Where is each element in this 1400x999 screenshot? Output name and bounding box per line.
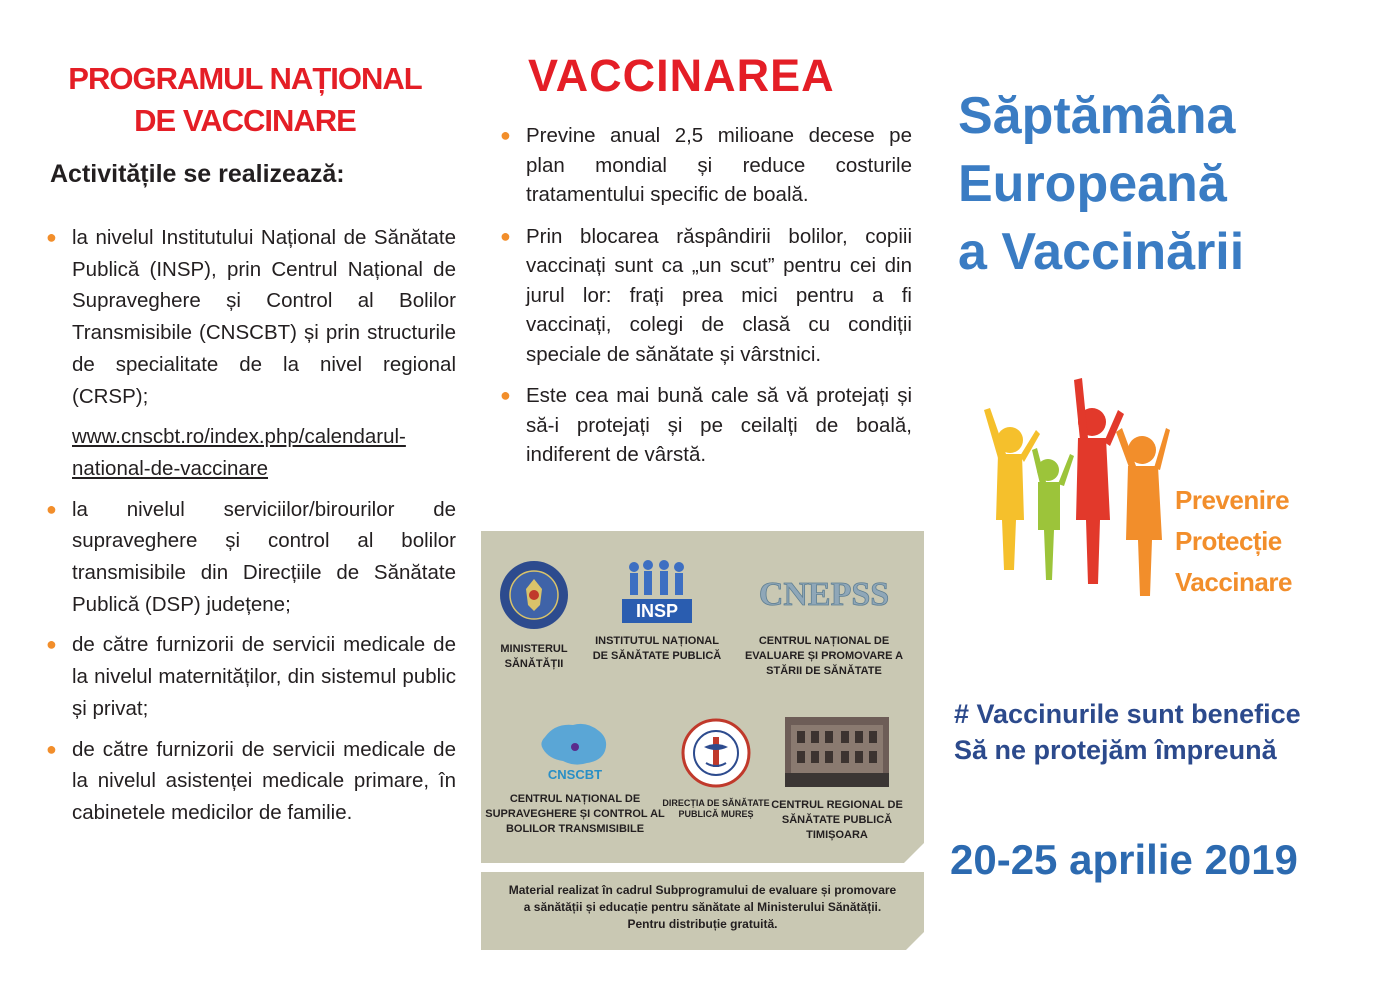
material-note-box <box>481 872 924 950</box>
logo-caption: BOLILOR TRANSMISIBILE <box>505 823 645 835</box>
ministry-logo-block <box>489 559 579 672</box>
cnscbt-mark: CNSCBT <box>547 767 603 782</box>
box-corner-cut <box>906 932 924 950</box>
logo-caption: CENTRUL NAȚIONAL DE <box>758 635 890 647</box>
event-dates: 20-25 aprilie 2019 <box>950 836 1298 883</box>
hashtag-block <box>954 696 1301 768</box>
list-item-text: de către furnizorii de servicii medicale de la nivelul maternităților, din sistemul public și privat; <box>72 633 456 720</box>
logo-caption: CENTRUL REGIONAL DE <box>771 799 903 811</box>
calendar-link[interactable]: www.cnscbt.ro/index.php/calendarul-national-de-vaccinare <box>72 425 406 480</box>
cnepss-logo-block <box>743 559 905 679</box>
european-week-title <box>958 82 1244 286</box>
program-title <box>30 58 460 142</box>
insp-logo-block <box>589 559 725 664</box>
child-green-icon <box>1032 448 1074 580</box>
logo-caption: DE SĂNĂTATE PUBLICĂ <box>592 650 722 662</box>
child-red-icon <box>1074 378 1124 584</box>
bullet-icon: ● <box>46 227 57 247</box>
cnepss-logo-icon <box>758 559 890 623</box>
slogan-vaccination: Vaccinare <box>1175 567 1292 597</box>
material-note-line: a sănătății și educație pentru sănătate al Ministerului Sănătății. <box>523 900 882 914</box>
jumping-children-illustration <box>970 370 1170 600</box>
child-orange-icon <box>1116 428 1170 596</box>
week-title-line2: Europeană <box>958 155 1227 213</box>
crsp-timisoara-logo-block <box>763 717 911 843</box>
cnepss-mark: CNEPSS <box>758 576 890 613</box>
logo-caption: CENTRUL NAȚIONAL DE <box>509 793 641 805</box>
activities-heading: Activitățile se realizează: <box>50 160 345 188</box>
program-title-line1: PROGRAMUL NAȚIONAL <box>68 61 422 96</box>
dsp-mures-logo-block <box>651 717 781 820</box>
logo-caption: TIMIȘOARA <box>806 829 868 841</box>
insp-logo-icon <box>622 559 692 623</box>
list-item-text: la nivelul serviciilor/birourilor de supraveghere și control al bolilor transmisibile din Direcțiile de Sănătate Publică (DSP) județene; <box>72 497 456 616</box>
slogan-block <box>1175 480 1292 603</box>
list-item-text: la nivelul Institutului Național de Sănătate Publică (INSP), prin Centrul Național de Supraveghere și Control al Bolilor Transmisibile (CNSCBT) și prin structurile de specialitate de la nivel regional (CRSP); <box>72 226 456 408</box>
logo-caption: INSTITUTUL NAȚIONAL <box>595 635 719 647</box>
dsp-mures-seal-icon <box>680 717 752 789</box>
list-item <box>500 381 912 470</box>
bullet-icon: ● <box>46 634 57 655</box>
government-seal-icon <box>498 559 570 631</box>
slogan-protection: Protecție <box>1175 526 1282 556</box>
list-item <box>46 222 456 412</box>
vaccination-benefits-list <box>500 121 912 482</box>
child-yellow-icon <box>984 408 1040 570</box>
activities-list <box>46 222 456 838</box>
list-item-link <box>46 421 456 484</box>
logo-caption: SĂNĂTĂȚII <box>504 658 564 670</box>
vaccination-title: VACCINAREA <box>528 50 835 101</box>
logo-caption: STĂRII DE SĂNĂTATE <box>766 665 882 677</box>
logo-caption: PUBLICĂ MUREȘ <box>678 809 754 819</box>
logo-caption: SUPRAVEGHERE ȘI CONTROL AL <box>485 808 665 820</box>
bullet-icon: ● <box>500 225 511 246</box>
insp-mark: INSP <box>635 601 679 621</box>
bullet-icon: ● <box>46 738 57 759</box>
logo-caption: SĂNĂTATE PUBLICĂ <box>781 814 893 826</box>
list-item-text: Prin blocarea răspândirii bolilor, copiii vaccinați sunt ca „un scut” pentru cei din jurul lor: frați prea mici pentru a fi vaccinați, colegi de clasă cu condiții speciale de sănătate și vârstnici. <box>526 224 912 366</box>
building-photo-icon <box>785 717 889 787</box>
list-item <box>500 121 912 210</box>
bullet-icon: ● <box>46 498 57 519</box>
hashtag-line1: # Vaccinurile sunt benefice <box>954 699 1301 729</box>
logo-caption: EVALUARE ȘI PROMOVARE A <box>744 650 904 662</box>
program-title-line2: DE VACCINARE <box>134 103 356 138</box>
panel-corner-cut <box>904 843 924 863</box>
list-item-text: de către furnizorii de servicii medicale de la nivelul asistenței medicale primare, în cabinetele medicilor de familie. <box>72 737 456 824</box>
bullet-icon: ● <box>500 125 511 145</box>
material-note-line: Pentru distribuție gratuită. <box>627 917 778 931</box>
cnscbt-logo-block <box>485 717 665 837</box>
partner-logos-panel <box>481 531 924 863</box>
list-item <box>46 494 456 621</box>
slogan-prevention: Prevenire <box>1175 485 1290 515</box>
logo-caption: DIRECȚIA DE SĂNĂTATE <box>662 798 770 808</box>
week-title-line1: Săptămâna <box>958 87 1236 145</box>
material-note-line: Material realizat în cadrul Subprogramului de evaluare și promovare <box>508 883 897 897</box>
romania-map-icon <box>535 717 615 781</box>
bullet-icon: ● <box>500 385 511 405</box>
list-item <box>46 629 456 724</box>
logo-caption: MINISTERUL <box>500 643 568 655</box>
list-item-text: Este cea mai bună cale să vă protejați și să-i protejați și pe ceilalți de boală, indiferent de vârstă. <box>526 384 912 466</box>
hashtag-line2: Să ne protejăm împreună <box>954 735 1277 765</box>
list-item <box>500 222 912 370</box>
list-item-text: Previne anual 2,5 milioane decese pe plan mondial și reduce costurile tratamentului specific de boală. <box>526 124 912 206</box>
week-title-line3: a Vaccinării <box>958 223 1245 281</box>
material-note <box>491 882 914 933</box>
list-item <box>46 734 456 829</box>
